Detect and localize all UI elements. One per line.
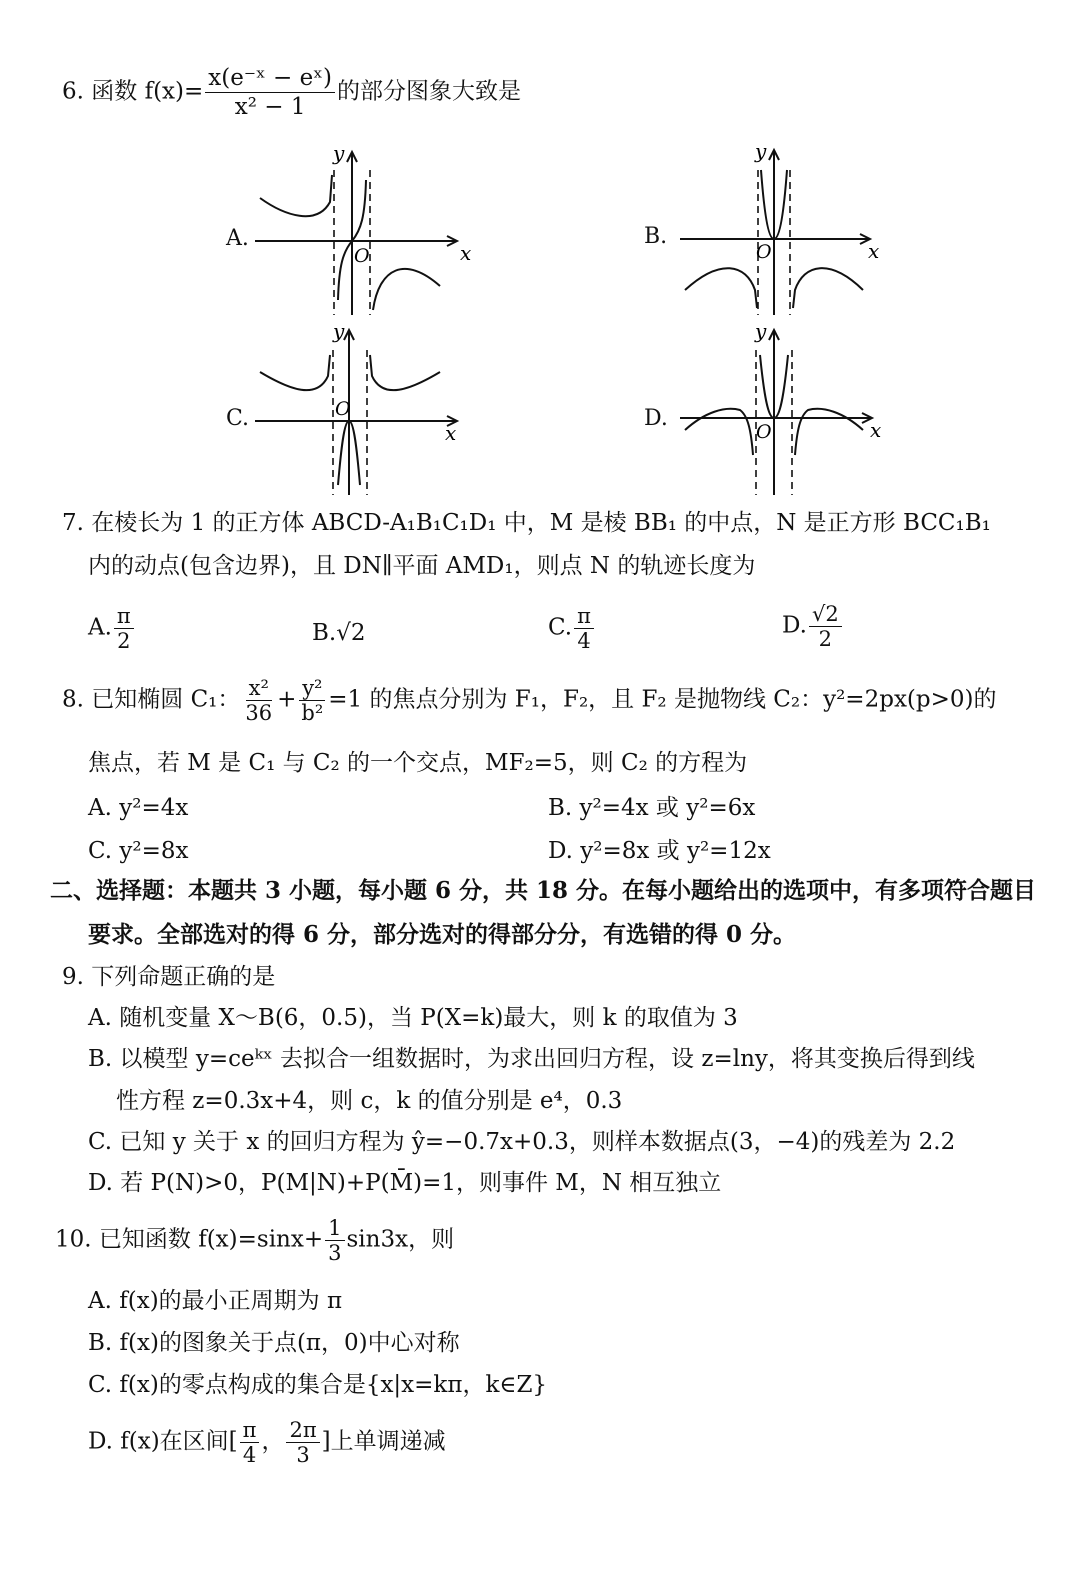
q7-option-a-label: A. (88, 614, 112, 641)
graph-d-x-label: x (870, 418, 882, 442)
q7-option-a-num: π (114, 604, 134, 629)
graph-b-label: B. (644, 224, 668, 249)
q6-prefix: 6. 函数 f(x)= (62, 78, 204, 105)
graph-d-label: D. (644, 406, 668, 431)
q7-option-d-label: D. (782, 612, 807, 639)
q7-option-c (548, 604, 596, 653)
graph-b-x-label: x (868, 239, 880, 263)
q10-stem (55, 1216, 454, 1265)
q8-frac1-num: x² (246, 676, 272, 701)
graph-d-origin-label: O (756, 421, 772, 443)
q7-option-c-fraction (574, 604, 594, 653)
q10-option-d-num2: 2π (286, 1418, 319, 1443)
q10-option-d-num1: π (240, 1418, 260, 1443)
q8-stem (62, 676, 996, 725)
q7-option-a (88, 604, 136, 653)
graph-c (255, 320, 465, 495)
q6-numerator: x(e⁻ˣ − eˣ) (205, 64, 335, 93)
q7-option-b-label: B. (312, 620, 337, 646)
section2-line2: 要求。全部选对的得 6 分，部分选对的得部分分，有选错的得 0 分。 (88, 921, 797, 948)
graph-c-y-label: y (333, 319, 345, 343)
q10-option-a: A. f(x)的最小正周期为 π (88, 1288, 343, 1314)
q10-option-d-den1: 4 (242, 1443, 257, 1467)
q8-fraction-2 (298, 676, 326, 725)
q8-frac2-num: y² (299, 676, 325, 701)
q8-frac2-den: b² (301, 701, 324, 725)
q9-stem: 9. 下列命题正确的是 (62, 964, 276, 990)
q8-suffix: =1 的焦点分别为 F₁，F₂，且 F₂ 是抛物线 C₂：y²=2px(p>0)的 (328, 686, 997, 713)
q10-option-c: C. f(x)的零点构成的集合是{x|x=kπ，k∈Z} (88, 1372, 548, 1398)
q6-stem (62, 64, 521, 121)
q7-option-d-num: √2 (809, 602, 842, 627)
graph-b (680, 140, 890, 315)
graph-d (680, 320, 890, 495)
q7-option-b (312, 618, 366, 648)
q7-option-b-text: √2 (336, 620, 366, 646)
graph-a-origin-label: O (354, 245, 370, 267)
q6-suffix: 的部分图象大致是 (336, 78, 521, 105)
q10-prefix: 10. 已知函数 f(x)=sinx+ (55, 1226, 324, 1253)
q10-suffix: sin3x，则 (346, 1226, 455, 1253)
q10-option-d-den2: 3 (296, 1443, 310, 1467)
q9-option-c: C. 已知 y 关于 x 的回归方程为 ŷ=−0.7x+0.3，则样本数据点(3，−4)的残差为 2.2 (88, 1129, 956, 1155)
q10-option-d-fraction-1 (240, 1418, 260, 1467)
graph-a-x-label: x (460, 241, 472, 265)
q8-option-b: B. y²=4x 或 y²=6x (548, 795, 756, 821)
q8-option-d: D. y²=8x 或 y²=12x (548, 838, 771, 864)
q6-denominator: x² − 1 (234, 94, 306, 120)
q9-option-d: D. 若 P(N)>0，P(M|N)+P(M̄)=1，则事件 M，N 相互独立 (88, 1170, 722, 1196)
q10-frac-den: 3 (328, 1241, 342, 1265)
q8-fraction-1 (242, 676, 275, 725)
q8-option-a: A. y²=4x (88, 795, 189, 821)
q10-option-d (88, 1418, 446, 1467)
q10-option-b: B. f(x)的图象关于点(π，0)中心对称 (88, 1330, 460, 1356)
graph-a-curve-left (260, 175, 332, 216)
q7-option-d (782, 602, 844, 651)
q7-option-c-den: 4 (577, 629, 591, 653)
q9-option-b-line2: 性方程 z=0.3x+4，则 c，k 的值分别是 e⁴，0.3 (116, 1088, 623, 1114)
q8-plus: + (277, 686, 297, 713)
q7-line2: 内的动点(包含边界)，且 DN∥平面 AMD₁，则点 N 的轨迹长度为 (88, 553, 756, 579)
q9-option-a: A. 随机变量 X～B(6，0.5)，当 P(X=k)最大，则 k 的取值为 3 (88, 1005, 738, 1031)
graph-a (255, 140, 472, 315)
q10-fraction (325, 1216, 344, 1265)
graph-a-curve-right (373, 269, 440, 310)
q10-option-d-fraction-2 (286, 1418, 319, 1467)
q8-frac1-den: 36 (245, 701, 273, 725)
q7-line1: 7. 在棱长为 1 的正方体 ABCD-A₁B₁C₁D₁ 中，M 是棱 BB₁ 的中点，N 是正方形 BCC₁B₁ (62, 510, 991, 536)
q7-option-d-den: 2 (818, 627, 832, 651)
q9-option-b-line1: B. 以模型 y=ceᵏˣ 去拟合一组数据时，为求出回归方程，设 z=lny，将其变换后得到线 (88, 1046, 975, 1072)
q10-frac-num: 1 (325, 1216, 344, 1241)
q7-option-c-label: C. (548, 614, 573, 641)
section2-line1: 二、选择题：本题共 3 小题，每小题 6 分，共 18 分。在每小题给出的选项中，有多项符合题目 (50, 877, 1037, 904)
q7-option-c-num: π (574, 604, 594, 629)
q10-option-d-prefix: D. f(x)在区间[ (88, 1428, 238, 1455)
graph-a-label: A. (226, 226, 249, 251)
graph-a-y-label: y (333, 141, 345, 165)
graph-c-x-label: x (445, 421, 457, 445)
graph-c-origin-label: O (335, 398, 351, 420)
graph-b-y-label: y (755, 139, 767, 163)
q8-line2: 焦点，若 M 是 C₁ 与 C₂ 的一个交点，MF₂=5，则 C₂ 的方程为 (88, 750, 748, 776)
q10-option-d-suffix: ]上单调递减 (321, 1428, 446, 1455)
q10-option-d-comma: ， (261, 1428, 285, 1455)
graph-c-label: C. (226, 406, 250, 431)
graph-b-origin-label: O (756, 241, 772, 263)
q7-option-a-fraction (114, 604, 134, 653)
q8-option-c: C. y²=8x (88, 838, 189, 864)
q8-prefix: 8. 已知椭圆 C₁： (62, 686, 241, 713)
q7-option-a-den: 2 (117, 629, 131, 653)
graph-d-y-label: y (755, 319, 767, 343)
q7-option-d-fraction (809, 602, 842, 651)
q6-fraction (205, 64, 335, 121)
